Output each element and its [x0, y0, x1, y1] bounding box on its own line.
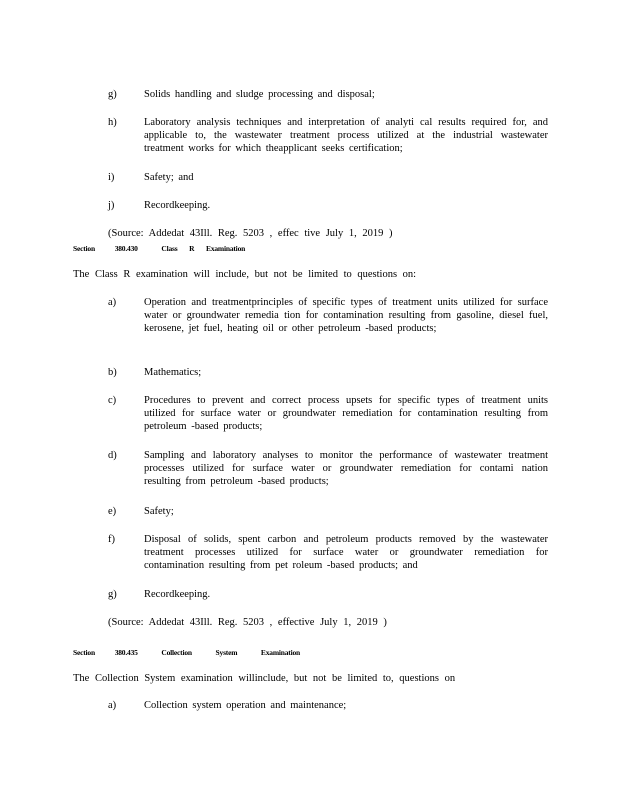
- list-marker: b): [108, 367, 117, 378]
- section-title: Collection System Examination: [161, 648, 300, 657]
- section-label: Section: [73, 648, 95, 657]
- list-marker: g): [108, 89, 117, 100]
- list-marker: e): [108, 506, 117, 517]
- section-heading: [73, 646, 300, 659]
- list-item-h: [108, 116, 548, 155]
- list-text: Disposal of solids, spent carbon and petroleum products removed by the wastewater treatment processes utilized for surface water or groundwater remediation for contamination resulting from pet roleum -based products; and: [144, 534, 548, 571]
- list-marker: i): [108, 172, 115, 183]
- list-item-e: [108, 505, 548, 518]
- list-text: Safety; and: [144, 172, 194, 183]
- intro-paragraph: The Collection System examination willinclude, but not be limited to, questions on: [73, 673, 456, 684]
- section-label: Section: [73, 244, 95, 253]
- list-text: Recordkeeping.: [144, 200, 211, 211]
- list-text: Recordkeeping.: [144, 589, 211, 600]
- source-note: (Source: Addedat 43Ill. Reg. 5203 , effective July 1, 2019 ): [108, 617, 387, 628]
- list-item-a: [108, 296, 548, 335]
- list-item-j: [108, 199, 548, 212]
- list-text: Solids handling and sludge processing and disposal;: [144, 89, 375, 100]
- list-marker: a): [108, 297, 117, 308]
- list-item-g: [108, 88, 548, 101]
- list-item-a: [108, 699, 548, 712]
- list-item-b: [108, 366, 548, 379]
- section-title: Class R Examination: [161, 244, 246, 253]
- intro-paragraph: The Class R examination will include, but not be limited to questions on:: [73, 269, 417, 280]
- list-marker: f): [108, 534, 115, 545]
- list-marker: h): [108, 117, 117, 128]
- list-item-c: [108, 394, 548, 433]
- list-marker: j): [108, 200, 115, 211]
- list-marker: d): [108, 450, 117, 461]
- list-text: Operation and treatmentprinciples of specific types of treatment units utilized for surface water or groundwater remedia tion for contamination resulting from gasoline, diesel fuel, kerosene, jet fuel, heating oil or other petroleum -based products;: [144, 297, 548, 334]
- list-text: Sampling and laboratory analyses to monitor the performance of wastewater treatment processes utilized for surface water or groundwater remediation for contami nation resulting from petroleum -based products;: [144, 450, 548, 487]
- source-note: (Source: Addedat 43Ill. Reg. 5203 , effec tive July 1, 2019 ): [108, 228, 393, 239]
- section-number: 380.430: [114, 244, 138, 253]
- list-marker: g): [108, 589, 117, 600]
- section-heading: [73, 242, 245, 255]
- list-text: Procedures to prevent and correct process upsets for specific types of treatment units utilized for surface water or groundwater remediation for contamination resulting from petroleum -based products;: [144, 395, 548, 432]
- list-marker: c): [108, 395, 117, 406]
- list-item-g: [108, 588, 548, 601]
- list-text: Laboratory analysis techniques and interpretation of analyti cal results required for, and applicable to, the wastewater treatment process utilized at the industrial wastewater treatment works for which theapplicant seeks certification;: [144, 117, 548, 154]
- list-text: Collection system operation and maintenance;: [144, 700, 347, 711]
- list-item-f: [108, 533, 548, 572]
- list-item-d: [108, 449, 548, 488]
- list-text: Mathematics;: [144, 367, 202, 378]
- list-item-i: [108, 171, 548, 184]
- list-marker: a): [108, 700, 117, 711]
- list-text: Safety;: [144, 506, 174, 517]
- section-number: 380.435: [114, 648, 138, 657]
